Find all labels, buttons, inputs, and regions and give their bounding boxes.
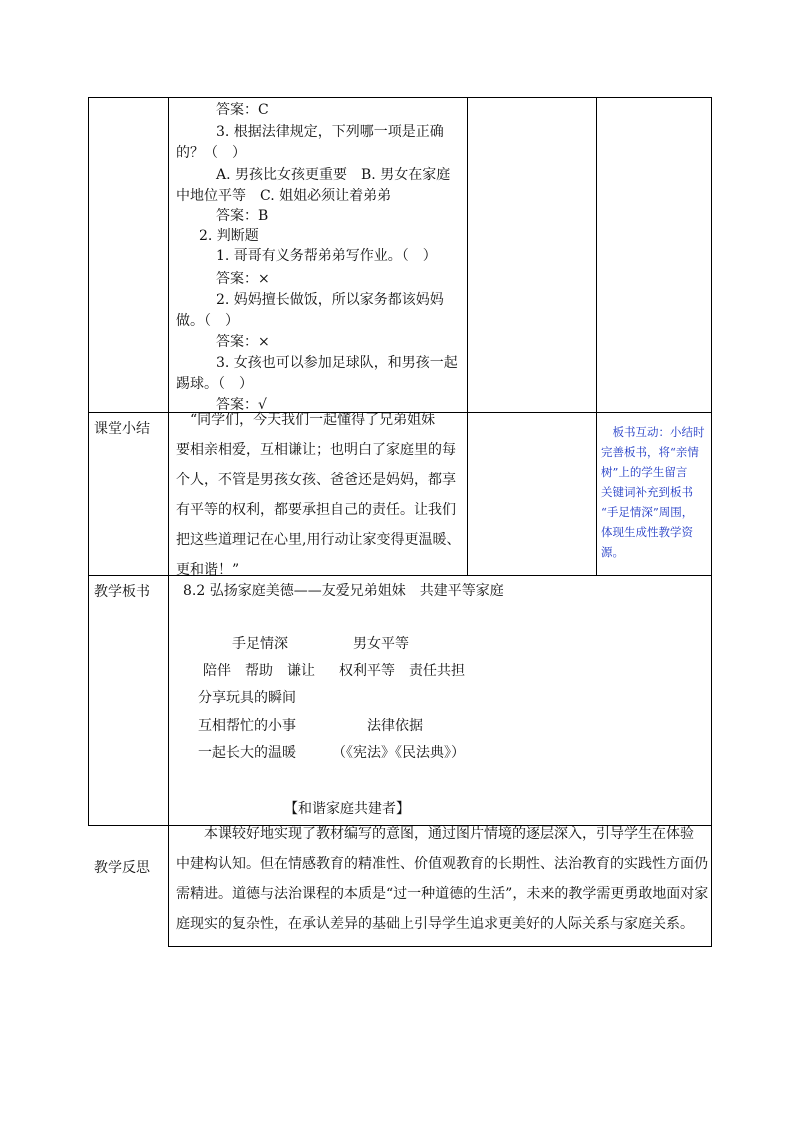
board-line: 【和谐家庭共建者】 — [284, 801, 410, 817]
board-line: 男女平等 — [353, 636, 409, 652]
board-line: 一起长大的温暖 — [198, 745, 296, 761]
reflection-line: 中建构认知。但在情感教育的精准性、价值观教育的长期性、法治教育的实践性方面仍 — [176, 856, 708, 872]
reflection-line: 庭现实的复杂性，在承认差异的基础上引导学生追求更美好的人际关系与家庭关系。 — [176, 916, 694, 932]
board-line: 互相帮忙的小事 — [198, 718, 296, 734]
exercise-line: A. 男孩比女孩更重要 B. 男女在家庭 — [216, 167, 451, 183]
summary-line: 要相亲相爱，互相谦让；也明白了家庭里的每 — [176, 442, 456, 458]
label-column-divider — [168, 97, 169, 947]
exercise-line: 做。（ ） — [176, 313, 239, 329]
exercise-line: 2. 妈妈擅长做饭，所以家务都该妈妈 — [216, 292, 444, 308]
exercise-line: 3. 根据法律规定，下列哪一项是正确 — [216, 124, 444, 140]
summary-line: 把这些道理记在心里,用行动让家变得更温暖、 — [176, 532, 461, 548]
exercise-line: 答案：C — [216, 102, 269, 118]
board-line: （《宪法》《民法典》） — [332, 745, 465, 761]
table-top-border — [88, 97, 712, 98]
exercise-line: 答案：× — [216, 271, 270, 287]
reflection-line: 需精进。道德与法治课程的本质是“过一种道德的生活”，未来的教学需更勇敢地面对家 — [176, 886, 709, 902]
board-line: 法律依据 — [367, 718, 423, 734]
board-line: 手足情深 — [232, 636, 288, 652]
board-line: 权利平等 责任共担 — [339, 663, 465, 679]
exercise-line: 踢球。（ ） — [176, 376, 253, 392]
board-interaction-note — [601, 422, 711, 562]
note-column-divider — [596, 97, 597, 576]
summary-line: 个人，不管是男孩女孩、爸爸还是妈妈，都享 — [176, 472, 456, 488]
board-label: 教学板书 — [94, 584, 150, 600]
note-line: 树”上的学生留言 — [601, 465, 688, 479]
exercise-line: 中地位平等 C. 姐姐必须让着弟弟 — [176, 188, 392, 204]
summary-label: 课堂小结 — [94, 421, 150, 437]
exercise-line: 2. 判断题 — [199, 228, 259, 244]
exercise-line: 的？（ ） — [176, 145, 246, 161]
summary-line: 有平等的权利，都要承担自己的责任。让我们 — [176, 502, 456, 518]
summary-text — [176, 405, 460, 585]
exercise-line: 答案：√ — [216, 397, 267, 413]
note-line: 源。 — [601, 545, 624, 559]
note-line: “手足情深”周围， — [601, 505, 694, 519]
board-line: 分享玩具的瞬间 — [198, 690, 296, 706]
summary-line: 更和谐！” — [176, 562, 240, 578]
board-line: 陪伴 帮助 谦让 — [203, 663, 315, 679]
summary-line: “同学们，今天我们一起懂得了兄弟姐妹 — [176, 412, 436, 428]
exercise-line: 答案：B — [216, 208, 269, 224]
exercise-line: 3. 女孩也可以参加足球队，和男孩一起 — [216, 355, 458, 371]
note-line: 体现生成性教学资 — [601, 525, 693, 539]
reflection-line: 本课较好地实现了教材编写的意图，通过图片情境的逐层深入，引导学生在体验 — [176, 826, 694, 842]
student-column-divider — [467, 97, 468, 576]
table-right-border — [711, 97, 712, 947]
exercise-line: 1. 哥哥有义务帮弟弟写作业。（ ） — [216, 248, 437, 264]
note-line: 板书互动：小结时 — [601, 425, 705, 439]
reflection-text — [176, 819, 708, 939]
note-line: 关键词补充到板书 — [601, 485, 693, 499]
board-line: 8.2 弘扬家庭美德——友爱兄弟姐妹 共建平等家庭 — [183, 583, 504, 599]
reflection-label: 教学反思 — [94, 860, 150, 876]
exercise-line: 答案：× — [216, 334, 270, 350]
note-line: 完善板书，将“亲情 — [601, 445, 699, 459]
table-left-border — [88, 97, 89, 826]
table-bottom-border — [168, 946, 712, 947]
